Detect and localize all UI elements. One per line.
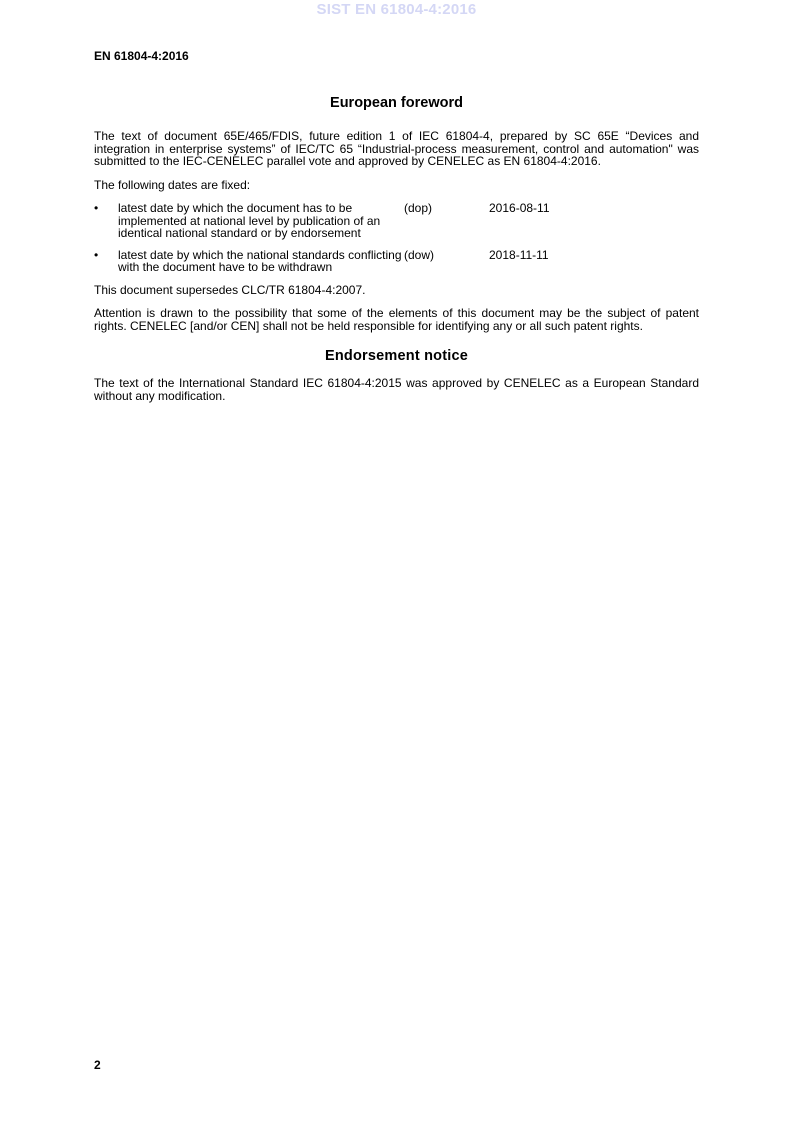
date-code: (dow) xyxy=(404,247,435,262)
date-description: latest date by which the document has to be implemented at national level by publication of an identical national standard or by endorsement xyxy=(118,201,381,240)
foreword-intro-paragraph: The text of document 65E/465/FDIS, future edition 1 of IEC 61804-4, prepared by SC 65E “Devices and integration in enterprise systems” of IEC/TC 65 “Industrial-process measurement, control and automation" was submitted to the IEC-CENELEC parallel vote and approved by CENELEC as EN 61804-4:2016. xyxy=(94,129,699,168)
supersedes-paragraph: This document supersedes CLC/TR 61804-4:2007. xyxy=(94,282,366,297)
page-number: 2 xyxy=(94,1058,101,1072)
endorsement-title: Endorsement notice xyxy=(325,348,468,364)
date-description: latest date by which the national standards conflicting with the document have to be withdrawn xyxy=(118,247,402,274)
date-value: 2018-11-11 xyxy=(489,247,549,262)
patent-attention-paragraph: Attention is drawn to the possibility that some of the elements of this document may be the subject of patent rights. CENELEC [and/or CEN] shall not be held responsible for identifying any or all such patent rights. xyxy=(94,306,699,333)
date-row-dop xyxy=(94,202,699,240)
dates-intro-paragraph: The following dates are fixed: xyxy=(94,177,251,192)
bullet-icon: • xyxy=(94,201,99,215)
page-content xyxy=(94,94,699,413)
endorsement-paragraph: The text of the International Standard IEC 61804-4:2015 was approved by CENELEC as a European Standard without any modification. xyxy=(94,376,699,403)
watermark: SIST EN 61804-4:2016 xyxy=(316,1,477,18)
bullet-icon: • xyxy=(94,247,99,262)
date-code: (dop) xyxy=(404,201,433,215)
document-id: EN 61804-4:2016 xyxy=(94,49,189,63)
foreword-title: European foreword xyxy=(330,95,463,111)
date-value: 2016-08-11 xyxy=(489,201,550,215)
date-row-dow xyxy=(94,249,699,274)
dates-list xyxy=(94,202,699,274)
